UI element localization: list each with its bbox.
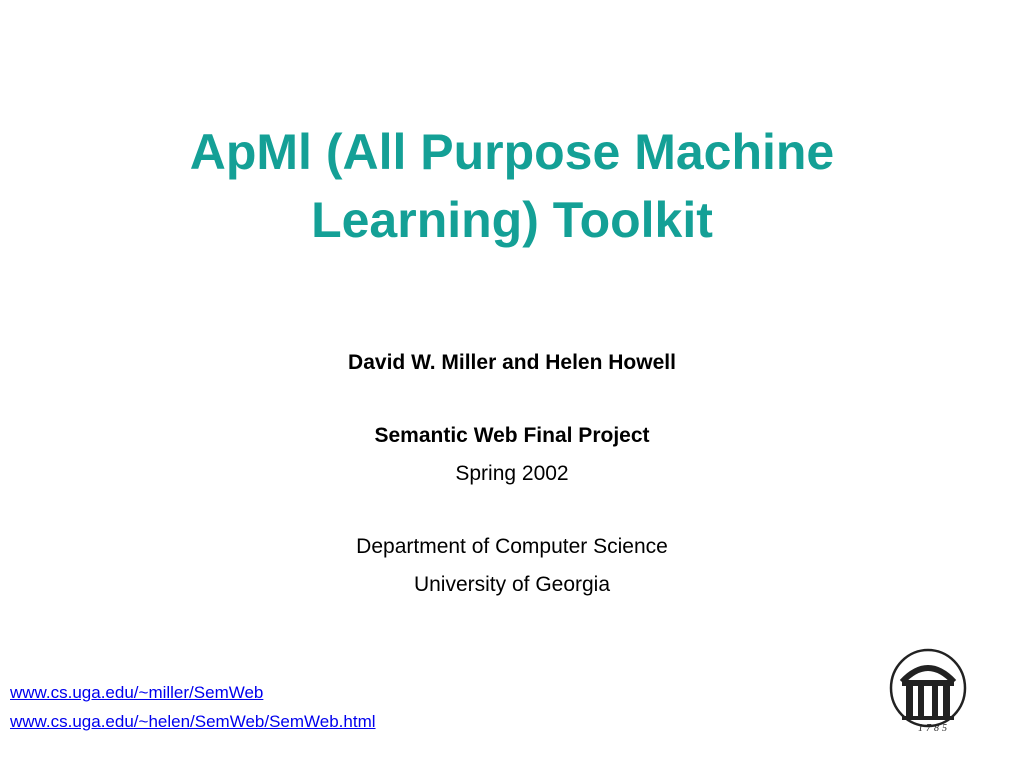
term: Spring 2002 bbox=[455, 462, 569, 485]
seal-base bbox=[902, 716, 954, 720]
seal-pillar-2 bbox=[918, 686, 924, 716]
university: University of Georgia bbox=[413, 573, 611, 596]
seal-arch bbox=[902, 668, 954, 682]
seal-pillar-3 bbox=[932, 686, 938, 716]
seal-pillar-1 bbox=[906, 686, 913, 716]
seal-pillar-4 bbox=[943, 686, 950, 716]
authors: David W. Miller and Helen Howell bbox=[348, 351, 676, 374]
department: Department of Computer Science bbox=[356, 535, 668, 558]
university-arch-seal-icon bbox=[888, 648, 968, 734]
links bbox=[10, 678, 376, 736]
link-miller-semweb[interactable]: www.cs.uga.edu/~miller/SemWeb bbox=[10, 683, 264, 702]
slide-title bbox=[0, 118, 1024, 254]
seal-year: 1785 bbox=[918, 723, 950, 734]
title-line-1: ApMl (All Purpose Machine bbox=[189, 124, 835, 180]
project-name: Semantic Web Final Project bbox=[374, 424, 650, 447]
seal-beam bbox=[902, 680, 954, 686]
seal-ring bbox=[891, 650, 965, 726]
link-helen-semweb[interactable]: www.cs.uga.edu/~helen/SemWeb/SemWeb.html bbox=[10, 712, 376, 731]
title-line-2: Learning) Toolkit bbox=[311, 192, 713, 248]
